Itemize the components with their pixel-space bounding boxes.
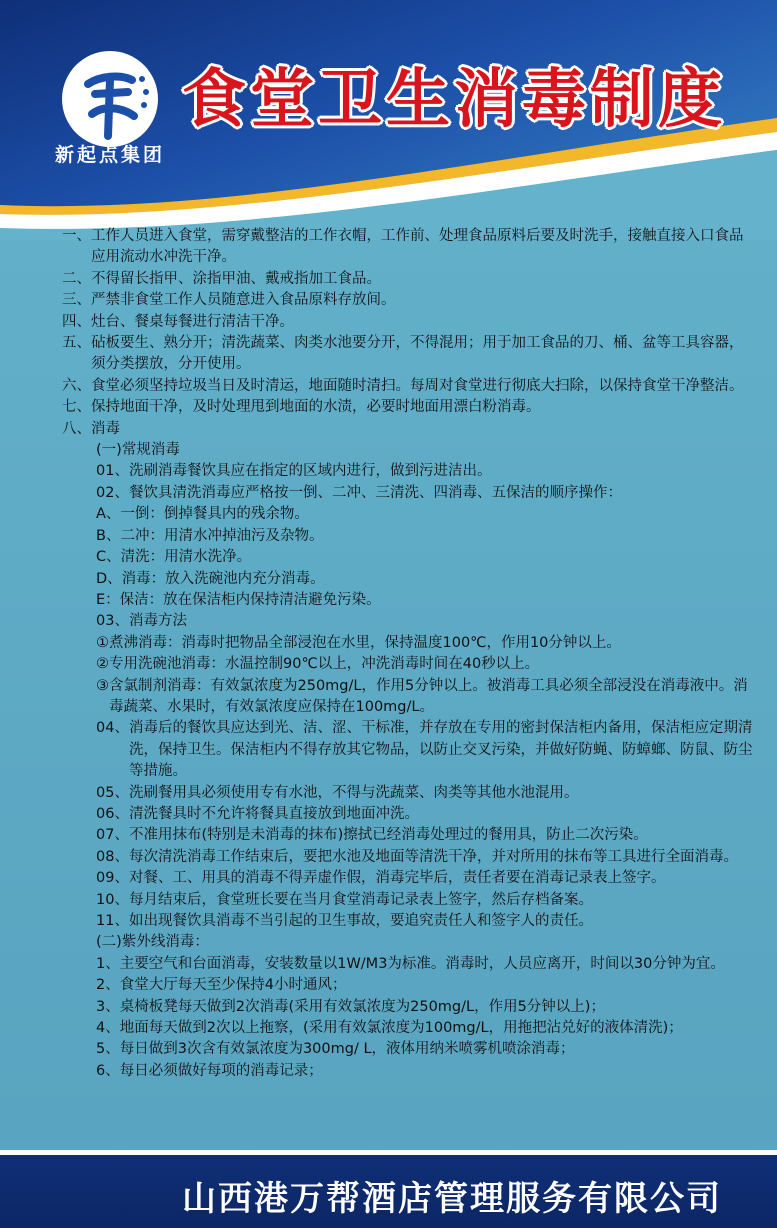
item-text: 清洗：用清水洗净。 (120, 549, 252, 566)
disinfection-item (62, 483, 756, 504)
item-number: 二、 (62, 270, 91, 287)
item-text: 餐饮具清洗消毒应严格按一倒、二冲、三清洗、四消毒、五保洁的顺序操作： (128, 484, 622, 501)
item-number: A、 (96, 506, 121, 523)
item-text: 清洗餐具时不允许将餐具直接放到地面冲洗。 (128, 805, 419, 822)
item-number: 11、 (96, 913, 129, 929)
item-text: 不得留长指甲、涂指甲油、戴戒指加工食品。 (91, 270, 381, 287)
uv-item (62, 954, 756, 975)
item-number: 02、 (96, 484, 129, 501)
item-number: 3、 (96, 998, 120, 1015)
disinfection-item (62, 847, 756, 868)
rule-item (62, 419, 756, 440)
disinfection-item (62, 676, 756, 719)
disinfection-item (62, 547, 756, 568)
item-number: 4、 (96, 1020, 120, 1037)
item-text: 对餐、工、用具的消毒不得弄虚作假，消毒完毕后，责任者要在消毒记录表上签字。 (128, 870, 666, 887)
item-number: E： (96, 591, 120, 608)
uv-item (62, 1018, 756, 1039)
disinfection-item (62, 911, 756, 932)
item-number: 2、 (96, 977, 120, 994)
item-text: 保持地面干净，及时处理甩到地面的水渍，必要时地面用漂白粉消毒。 (91, 399, 541, 416)
disinfection-item (62, 526, 756, 547)
item-text: 保洁：放在保洁柜内保持清洁避免污染。 (119, 591, 381, 608)
item-number: 一、 (62, 228, 91, 244)
disinfection-item (62, 825, 756, 846)
item-text: 不准用抹布(特别是未消毒的抹布)擦拭已经消毒处理过的餐用具，防止二次污染。 (128, 827, 648, 844)
uv-item (62, 975, 756, 996)
item-number: 5、 (96, 1041, 120, 1058)
item-number: B、 (96, 527, 121, 544)
item-text: 严禁非食堂工作人员随意进入食品原料存放间。 (91, 292, 396, 309)
uv-item (62, 1039, 756, 1060)
rule-item (62, 397, 756, 418)
item-text: 砧板要生、熟分开；清洗蔬菜、肉类水池要分开，不得混用；用于加工食品的刀、桶、盆等工具容器，须分类摆放，分开使用。 (91, 335, 744, 373)
item-text: 消毒 (91, 420, 120, 437)
item-number: 03、 (96, 613, 129, 630)
item-number: 八、 (62, 420, 91, 437)
disinfection-item (62, 654, 756, 675)
item-number: 6、 (96, 1062, 120, 1079)
item-text: 主要空气和台面消毒，安装数量以1W/M3为标准。消毒时，人员应离开，时间以30分钟为宜。 (119, 955, 725, 972)
uv-item (62, 997, 756, 1018)
item-text: 每次清洗消毒工作结束后，要把水池及地面等清洗干净，并对所用的抹布等工具进行全面消毒。 (128, 848, 738, 865)
disinfection-item (62, 590, 756, 611)
disinfection-item (62, 569, 756, 590)
rule-item (62, 376, 756, 397)
item-text: 煮沸消毒：消毒时把物品全部浸泡在水里，保持温度100℃，作用10分钟以上。 (109, 634, 621, 651)
rule-item (62, 290, 756, 311)
rule-item (62, 333, 756, 376)
disinfection-item (62, 783, 756, 804)
item-number: 04、 (96, 720, 129, 737)
disinfection-item (62, 461, 756, 482)
item-number: 三、 (62, 292, 91, 309)
item-number: 07、 (96, 827, 129, 844)
page-title: 食堂卫生消毒制度 (182, 62, 726, 137)
disinfection-item (62, 718, 756, 782)
company-name: 山西港万帮酒店管理服务有限公司 (182, 1179, 722, 1219)
item-text: 每日必须做好每项的消毒记录； (119, 1062, 323, 1079)
item-number: 09、 (96, 870, 129, 887)
disinfection-item (62, 504, 756, 525)
uv-item (62, 1061, 756, 1082)
item-text: 二冲：用清水冲掉油污及杂物。 (120, 527, 324, 544)
item-number: 10、 (96, 891, 129, 908)
disinfection-item (62, 611, 756, 632)
item-text: 食堂必须坚持垃圾当日及时清运，地面随时清扫。每周对食堂进行彻底大扫除，以保持食堂干净整洁。 (91, 377, 744, 394)
item-text: 消毒：放入洗碗池内充分消毒。 (121, 570, 325, 587)
item-text: 如出现餐饮具消毒不当引起的卫生事故，要追究责任人和签字人的责任。 (128, 913, 593, 929)
disinfection-item (62, 804, 756, 825)
section-heading-uv: (二)紫外线消毒： (96, 934, 209, 951)
disinfection-item (62, 868, 756, 889)
item-number: 七、 (62, 399, 91, 416)
item-number: ③ (96, 677, 109, 694)
item-number: ② (96, 656, 109, 673)
item-text: 洗刷餐用具必须使用专有水池，不得与洗蔬菜、肉类等其他水池混用。 (128, 784, 579, 801)
item-text: 桌椅板凳每天做到2次消毒(采用有效氯浓度为250mg/L，作用5分钟以上)； (119, 998, 605, 1015)
item-text: 专用洗碗池消毒：水温控制90℃以上，冲洗消毒时间在40秒以上。 (109, 656, 540, 673)
disinfection-item (62, 890, 756, 911)
item-number: 06、 (96, 805, 129, 822)
item-text: 消毒方法 (128, 613, 187, 630)
item-text: 一倒：倒掉餐具内的残余物。 (120, 506, 309, 523)
item-text: 洗刷消毒餐饮具应在指定的区域内进行，做到污进洁出。 (128, 463, 492, 480)
item-text: 消毒后的餐饮具应达到光、洁、涩、干标准，并存放在专用的密封保洁柜内备用，保洁柜应定期清洗，保持卫生。保洁柜内不得存放其它物品，以防止交叉污染，并做好防蝇、防蟑螂、防鼠、防尘等措施。 (128, 720, 753, 780)
rules-content (62, 226, 756, 1082)
item-text: 每月结束后，食堂班长要在当月食堂消毒记录表上签字，然后存档备案。 (128, 891, 593, 908)
item-text: 地面每天做到2次以上拖察，(采用有效氯浓度为100mg/L，用拖把沾兑好的液体清洗)； (119, 1020, 683, 1037)
item-number: 六、 (62, 377, 91, 394)
item-number: D、 (96, 570, 122, 587)
logo-text: 新起点集团 (54, 144, 165, 166)
item-number: 五、 (62, 335, 91, 352)
footer-banner (0, 1150, 777, 1228)
item-number: 08、 (96, 848, 129, 865)
item-text: 食堂大厅每天至少保持4小时通风； (119, 977, 347, 994)
section-heading-routine: (一)常规消毒 (96, 442, 180, 459)
item-text: 每日做到3次含有效氯浓度为300mg/ L，液体用纳米喷雾机喷涂消毒； (119, 1041, 575, 1058)
item-number: 05、 (96, 784, 129, 801)
disinfection-item (62, 633, 756, 654)
rule-item (62, 269, 756, 290)
rule-item (62, 226, 756, 269)
item-number: C、 (96, 549, 121, 566)
item-number: ① (96, 634, 109, 651)
item-number: 01、 (96, 463, 129, 480)
item-text: 工作人员进入食堂，需穿戴整洁的工作衣帽，工作前、处理食品原料后要及时洗手，接触直接入口食品应用流动水冲洗干净。 (91, 228, 744, 266)
item-number: 四、 (62, 313, 91, 330)
item-text: 灶台、餐桌每餐进行清洁干净。 (91, 313, 294, 330)
rule-item (62, 312, 756, 333)
item-number: 1、 (96, 955, 120, 972)
item-text: 含氯制剂消毒：有效氯浓度为250mg/L，作用5分钟以上。被消毒工具必须全部浸没在消毒液中。消毒蔬菜、水果时，有效氯浓度应保持在100mg/L。 (109, 677, 748, 715)
